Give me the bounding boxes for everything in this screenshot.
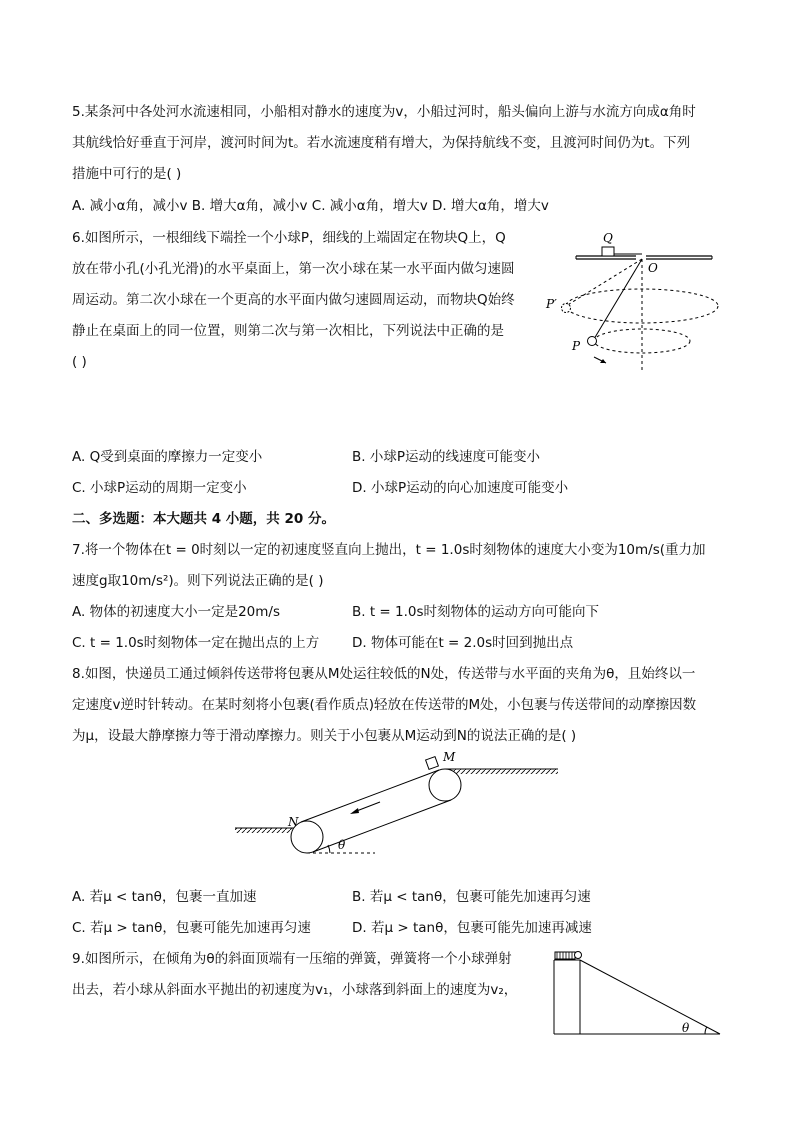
q8-option-a: A. 若μ < tanθ，包裹一直加速: [72, 889, 257, 905]
block-q: [602, 247, 614, 256]
q6-line3: 周运动。第二次小球在一个更高的水平面内做匀速圆周运动，而物块Q始终: [72, 292, 515, 308]
q9-line2: 出去，若小球从斜面水平抛出的初速度为v₁，小球落到斜面上的速度为v₂，: [72, 982, 518, 998]
q6-option-c: C. 小球P运动的周期一定变小: [72, 480, 247, 496]
q8-figure-conveyor-belt: [230, 750, 570, 860]
q8-line1: 8.如图，快递员工通过倾斜传送带将包裹从M处运往较低的N处，传送带与水平面的夹角为θ，且始终以一: [72, 666, 696, 682]
pulley-m: [429, 769, 461, 801]
label-q: Q: [603, 231, 613, 245]
label-p: P: [572, 339, 581, 353]
q8-line2: 定速度v逆时针转动。在某时刻将小包裹(看作质点)轻放在传送带的M处，小包裹与传送带间的动摩擦因数: [72, 697, 697, 713]
label-m: M: [443, 750, 456, 764]
label-o: O: [648, 261, 658, 275]
ball-p: [588, 337, 597, 346]
q7-option-c: C. t = 1.0s时刻物体一定在抛出点的上方: [72, 635, 320, 651]
belt-direction-arrow-icon: [350, 808, 359, 814]
q6-option-d: D. 小球P运动的向心加速度可能变小: [352, 480, 569, 496]
q8-option-c: C. 若μ > tanθ，包裹可能先加速再匀速: [72, 920, 311, 936]
q6-line5: ( ): [72, 354, 87, 370]
label-p-prime: P′: [546, 297, 557, 311]
label-n: N: [288, 815, 299, 829]
q5-line3: 措施中可行的是( ): [72, 166, 182, 182]
q6-line1: 6.如图所示，一根细线下端拴一个小球P，细线的上端固定在物块Q上，Q: [72, 230, 506, 246]
q7-option-b: B. t = 1.0s时刻物体的运动方向可能向下: [352, 604, 600, 620]
q5-line1: 5.某条河中各处河水流速相同，小船相对静水的速度为v，小船过河时，船头偏向上游与水流方向成α角时: [72, 104, 696, 120]
q6-line2: 放在带小孔(小孔光滑)的水平桌面上，第一次小球在某一水平面内做匀速圆: [72, 261, 515, 277]
q5-line2: 其航线恰好垂直于河岸，渡河时间为t。若水流速度稍有增大，为保持航线不变，且渡河时间仍为t。下列: [72, 135, 691, 151]
q7-line1: 7.将一个物体在t = 0时刻以一定的初速度竖直向上抛出，t = 1.0s时刻物体的速度大小变为10m/s(重力加: [72, 542, 706, 558]
orbit-upper: [566, 289, 718, 323]
ball-p-prime: [562, 304, 571, 313]
q7-option-d: D. 物体可能在t = 2.0s时回到抛出点: [352, 635, 574, 651]
q8-option-d: D. 若μ > tanθ，包裹可能先加速再减速: [352, 920, 592, 936]
package: [426, 757, 439, 770]
label-theta: θ: [682, 1021, 690, 1035]
q8-line3: 为μ，设最大静摩擦力等于滑动摩擦力。则关于小包裹从M运动到N的说法正确的是( ): [72, 728, 577, 744]
q7-line2: 速度g取10m/s²)。则下列说法正确的是( ): [72, 573, 324, 589]
q6-line4: 静止在桌面上的同一位置，则第二次与第一次相比，下列说法中正确的是: [72, 323, 504, 339]
q5-options: A. 减小α角，减小v B. 增大α角，减小v C. 减小α角，增大v D. 增大α角，增大v: [72, 198, 549, 214]
section-heading: 二、多选题：本大题共 4 小题，共 20 分。: [72, 511, 335, 527]
q8-option-b: B. 若μ < tanθ，包裹可能先加速再匀速: [352, 889, 591, 905]
q7-option-a: A. 物体的初速度大小一定是20m/s: [72, 604, 280, 620]
q9-line1: 9.如图所示，在倾角为θ的斜面顶端有一压缩的弹簧，弹簧将一个小球弹射: [72, 951, 512, 967]
q6-option-a: A. Q受到桌面的摩擦力一定变小: [72, 449, 263, 465]
ball: [575, 952, 582, 959]
q6-figure-conical-pendulum: [540, 222, 720, 372]
q9-figure-incline: [548, 946, 728, 1041]
label-theta: θ: [338, 838, 346, 852]
q6-option-b: B. 小球P运动的线速度可能变小: [352, 449, 540, 465]
